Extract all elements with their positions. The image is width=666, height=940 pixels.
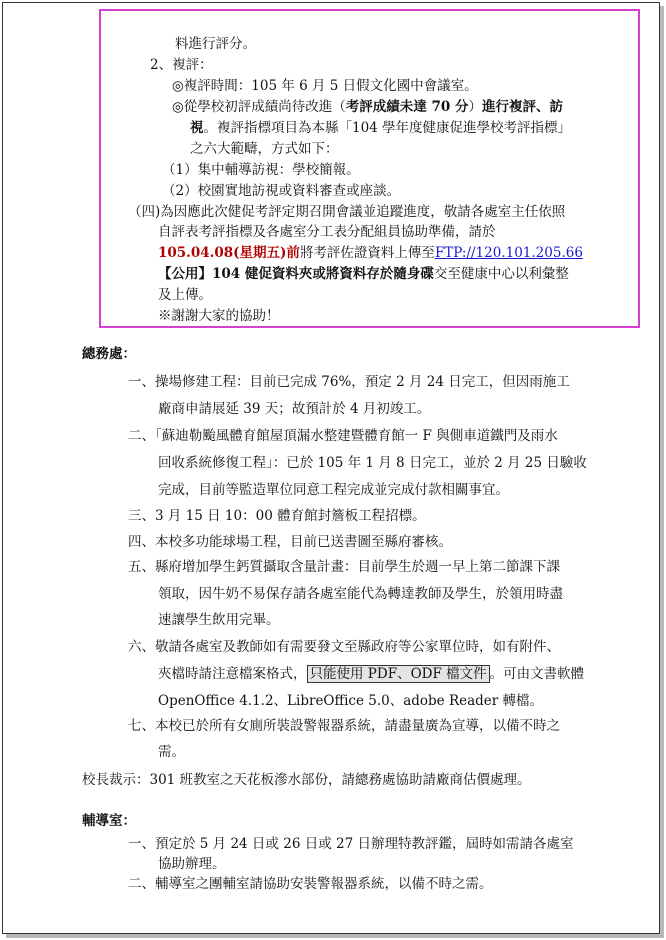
counseling-heading: 輔導室：	[82, 813, 136, 829]
list-item: 速讓學生飲用完畢。	[158, 612, 280, 628]
file-format-highlight: 只能使用 PDF、ODF 檔文件	[307, 665, 490, 683]
deadline-line: 105.04.08(星期五)前將考評佐證資料上傳至FTP://120.101.205.66	[158, 245, 583, 261]
list-item: 需。	[158, 744, 185, 760]
box-line: 自評表考評指標及各處室分工表分配組員協助準備，請於	[158, 224, 496, 240]
list-item: 一、預定於 5 月 24 日或 26 日或 27 日辦理特教評鑑，屆時如需請各處室	[128, 836, 574, 852]
list-item: 二、「蘇迪勒颱風體育館屋頂漏水整建暨體育館一 F 與側車道鐵門及雨水	[128, 428, 558, 444]
list-item: 七、本校已於所有女廁所裝設警報器系統，請盡量廣為宣導，以備不時之	[128, 718, 560, 734]
list-item: 四、本校多功能球場工程，目前已送書圖至縣府審核。	[128, 534, 452, 550]
list-item: 完成，目前等監造單位同意工程完成並完成付款相關事宜。	[158, 482, 509, 498]
list-item: OpenOffice 4.1.2、LibreOffice 5.0、adobe Reader 轉檔。	[158, 693, 544, 709]
box-line: 之六大範疇，方式如下：	[190, 141, 339, 157]
list-item: 領取，因牛奶不易保存請各處室能代為轉達教師及學生，於領用時盡	[158, 586, 563, 602]
box-line: （1）集中輔導訪視：學校簡報。	[162, 162, 360, 178]
list-item: 六、敬請各處室及教師如有需要發文至縣政府等公家單位時，如有附件、	[128, 639, 560, 655]
box-line: 2、複評：	[150, 57, 213, 73]
list-item: 三、3 月 15 日 10：00 體育館封簷板工程招標。	[128, 508, 426, 524]
box-line: ◎從學校初評成績尚待改進（考評成績未達 70 分）進行複評、訪	[172, 99, 563, 115]
list-item: 回收系統修復工程」：已於 105 年 1 月 8 日完工，並於 2 月 25 日驗收	[158, 455, 587, 471]
box-line: （四)為因應此次健促考評定期召開會議並追蹤進度，敬請各處室主任依照	[128, 204, 566, 220]
ftp-link[interactable]: FTP://120.101.205.66	[434, 245, 583, 261]
list-item: 廠商申請展延 39 天；故預計於 4 月初竣工。	[158, 401, 431, 417]
list-item: 二、輔導室之團輔室請協助安裝警報器系統，以備不時之需。	[128, 876, 493, 892]
general-affairs-heading: 總務處：	[82, 346, 136, 362]
box-line: 視。複評指標項目為本縣「104 學年度健康促進學校考評指標」	[190, 120, 572, 136]
principal-instruction: 校長裁示：301 班教室之天花板滲水部份，請總務處協助請廠商估價處理。	[82, 772, 531, 788]
box-line: 【公用】104 健促資料夾或將資料存於隨身碟交至健康中心以利彙整	[158, 266, 569, 282]
box-line: ※謝謝大家的協助！	[158, 308, 280, 324]
list-item: 協助辦理。	[158, 856, 226, 872]
box-line: 料進行評分。	[175, 36, 256, 52]
list-item: 五、縣府增加學生鈣質攝取含量計畫：目前學生於週一早上第二節課下課	[128, 559, 560, 575]
list-item: 夾檔時請注意檔案格式， 只能使用 PDF、ODF 檔文件 。可由文書軟體	[158, 666, 585, 682]
list-item: 一、操場修建工程：目前已完成 76%，預定 2 月 24 日完工，但因雨施工	[128, 374, 570, 390]
box-line: 及上傳。	[158, 287, 212, 303]
box-line: （2）校園實地訪視或資料審查或座談。	[162, 183, 401, 199]
box-line: ◎複評時間：105 年 6 月 5 日假文化國中會議室。	[172, 78, 478, 94]
